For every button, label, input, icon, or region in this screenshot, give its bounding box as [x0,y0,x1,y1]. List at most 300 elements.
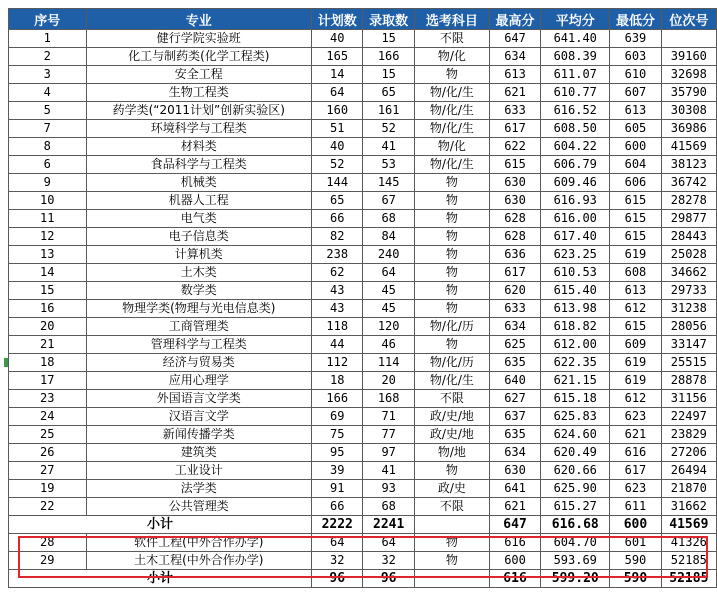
cell-max: 635 [489,426,540,444]
cell-plan: 39 [312,462,363,480]
cell-plan: 64 [312,534,363,552]
cell-rank: 31238 [661,300,716,318]
cell-admit: 68 [363,210,414,228]
cell-plan: 112 [312,354,363,372]
table-row [9,84,717,102]
cell-seq: 23 [9,390,87,408]
cell-major: 经济与贸易类 [86,354,311,372]
subtotal-main [9,516,717,534]
subtotal-label: 小计 [9,516,312,534]
cell-subject: 不限 [414,498,489,516]
cell-min: 613 [610,102,661,120]
cell-subject: 物 [414,300,489,318]
cell-min: 600 [610,138,661,156]
cell-major: 健行学院实验班 [86,30,311,48]
cell-plan: 66 [312,210,363,228]
cell-avg: 615.18 [541,390,610,408]
cell-seq: 8 [9,138,87,156]
cell-admit: 120 [363,318,414,336]
cell-min: 615 [610,228,661,246]
cell-admit: 71 [363,408,414,426]
cell-avg: 615.40 [541,282,610,300]
cell-min: 623 [610,408,661,426]
cell-max: 625 [489,336,540,354]
cell-major: 土木工程(中外合作办学) [86,552,311,570]
cell-major: 食品科学与工程类 [86,156,311,174]
cell-admit: 15 [363,66,414,84]
cell-major: 化工与制药类(化学工程类) [86,48,311,66]
cell-major: 应用心理学 [86,372,311,390]
cell-major: 计算机类 [86,246,311,264]
cell-plan: 144 [312,174,363,192]
table-row [9,48,717,66]
cell-min: 606 [610,174,661,192]
cell-plan: 160 [312,102,363,120]
table-row [9,354,717,372]
table-row [9,498,717,516]
table-row [9,282,717,300]
cell-plan: 166 [312,390,363,408]
cell-major: 建筑类 [86,444,311,462]
cell-max: 636 [489,246,540,264]
cell-min: 609 [610,336,661,354]
table-row [9,120,717,138]
cell-admit: 45 [363,300,414,318]
cell-rank: 35790 [661,84,716,102]
cell-rank: 25515 [661,354,716,372]
cell-rank: 39160 [661,48,716,66]
cell-min: 605 [610,120,661,138]
cell-rank: 52185 [661,552,716,570]
cell-min: 608 [610,264,661,282]
cell-avg: 608.50 [541,120,610,138]
cell-min: 621 [610,426,661,444]
cell-max: 617 [489,120,540,138]
header-row [9,9,717,30]
cell-seq: 27 [9,462,87,480]
cell-max: 613 [489,66,540,84]
cell-seq: 5 [9,102,87,120]
cell-subject: 物/化/生 [414,102,489,120]
cell-plan: 66 [312,498,363,516]
cell-avg: 613.98 [541,300,610,318]
cell-subject: 政/史/地 [414,426,489,444]
cell-max: 640 [489,372,540,390]
admission-table-wrapper [8,8,717,588]
cell-plan: 69 [312,408,363,426]
table-row [9,408,717,426]
cell-avg: 625.83 [541,408,610,426]
cell-subject: 物 [414,228,489,246]
cell-rank: 28443 [661,228,716,246]
cell-plan: 91 [312,480,363,498]
cell-major: 工商管理类 [86,318,311,336]
cell-major: 工业设计 [86,462,311,480]
cell-major: 土木类 [86,264,311,282]
cell-subject: 物/化 [414,48,489,66]
cell-subject: 物/地 [414,444,489,462]
cell-subject: 不限 [414,390,489,408]
table-row [9,30,717,48]
cell-avg: 611.07 [541,66,610,84]
cell-subject: 物/化/生 [414,120,489,138]
cell-major: 外国语言文学类 [86,390,311,408]
cell-major: 机械类 [86,174,311,192]
cell-major: 公共管理类 [86,498,311,516]
cell-rank: 36742 [661,174,716,192]
cell-subject: 物/化/生 [414,84,489,102]
cell-rank: 28878 [661,372,716,390]
subtotal-row [9,516,717,534]
cell-seq: 28 [9,534,87,552]
header-rank: 位次号 [661,9,716,30]
table-body-main [9,30,717,516]
header-seq: 序号 [9,9,87,30]
cell-min: 590 [610,552,661,570]
cell-min: 610 [610,66,661,84]
cell-admit: 46 [363,336,414,354]
cell-min: 619 [610,246,661,264]
cell-max: 634 [489,48,540,66]
cell-min: 619 [610,372,661,390]
row-marker [4,358,8,367]
cell-major: 电气类 [86,210,311,228]
cell-avg: 604.70 [541,534,610,552]
cell-min: 623 [610,480,661,498]
cell-avg: 624.60 [541,426,610,444]
cell-subject: 物 [414,210,489,228]
cell-rank: 41326 [661,534,716,552]
cell-min: 612 [610,390,661,408]
cell-subject: 物 [414,264,489,282]
cell-max: 617 [489,264,540,282]
cell-plan: 52 [312,156,363,174]
cell-admit: 45 [363,282,414,300]
cell-major: 管理科学与工程类 [86,336,311,354]
table-row [9,138,717,156]
cell-admit: 53 [363,156,414,174]
cell-subject: 物 [414,66,489,84]
cell-avg: 616.52 [541,102,610,120]
table-row [9,318,717,336]
subtotal-admit: 2241 [363,516,414,534]
cell-seq: 21 [9,336,87,354]
cell-subject: 物 [414,174,489,192]
cell-subject: 物 [414,462,489,480]
cell-seq: 25 [9,426,87,444]
cell-seq: 15 [9,282,87,300]
subtotal-row [9,570,717,588]
cell-subject: 物 [414,246,489,264]
subtotal-min: 590 [610,570,661,588]
cell-seq: 14 [9,264,87,282]
cell-subject: 不限 [414,30,489,48]
cell-admit: 20 [363,372,414,390]
cell-seq: 26 [9,444,87,462]
cell-plan: 118 [312,318,363,336]
cell-avg: 604.22 [541,138,610,156]
cell-major: 安全工程 [86,66,311,84]
cell-seq: 20 [9,318,87,336]
cell-admit: 15 [363,30,414,48]
table-row [9,228,717,246]
cell-admit: 64 [363,264,414,282]
cell-major: 药学类(“2011计划”创新实验区) [86,102,311,120]
table-row [9,264,717,282]
table-row [9,480,717,498]
cell-plan: 43 [312,282,363,300]
header-subject: 选考科目 [414,9,489,30]
cell-plan: 14 [312,66,363,84]
cell-avg: 616.00 [541,210,610,228]
table-row [9,300,717,318]
cell-rank: 31156 [661,390,716,408]
subtotal-plan: 2222 [312,516,363,534]
cell-subject: 物/化/生 [414,156,489,174]
cell-subject: 物/化/生 [414,372,489,390]
cell-max: 622 [489,138,540,156]
cell-major: 材料类 [86,138,311,156]
cell-rank: 30308 [661,102,716,120]
cell-min: 615 [610,318,661,336]
cell-min: 611 [610,498,661,516]
cell-min: 639 [610,30,661,48]
cell-subject: 物 [414,192,489,210]
table-row [9,210,717,228]
subtotal-avg: 599.20 [541,570,610,588]
subtotal-plan: 96 [312,570,363,588]
cell-rank: 25028 [661,246,716,264]
cell-major: 法学类 [86,480,311,498]
cell-max: 630 [489,174,540,192]
cell-seq: 9 [9,174,87,192]
table-row [9,552,717,570]
cell-avg: 608.39 [541,48,610,66]
cell-seq: 10 [9,192,87,210]
cell-rank: 38123 [661,156,716,174]
subtotal-min: 600 [610,516,661,534]
cell-max: 615 [489,156,540,174]
subtotal-label: 小计 [9,570,312,588]
cell-max: 647 [489,30,540,48]
cell-plan: 18 [312,372,363,390]
cell-admit: 52 [363,120,414,138]
cell-subject: 物 [414,552,489,570]
cell-min: 613 [610,282,661,300]
cell-rank: 41569 [661,138,716,156]
header-admit: 录取数 [363,9,414,30]
cell-subject: 物 [414,534,489,552]
cell-subject: 物 [414,336,489,354]
cell-avg: 620.66 [541,462,610,480]
cell-max: 633 [489,102,540,120]
cell-rank: 32698 [661,66,716,84]
cell-max: 620 [489,282,540,300]
cell-admit: 166 [363,48,414,66]
table-row [9,534,717,552]
cell-avg: 612.00 [541,336,610,354]
cell-min: 607 [610,84,661,102]
cell-major: 物理学类(物理与光电信息类) [86,300,311,318]
header-max: 最高分 [489,9,540,30]
cell-min: 601 [610,534,661,552]
cell-rank [661,30,716,48]
subtotal-avg: 616.68 [541,516,610,534]
cell-seq: 11 [9,210,87,228]
cell-admit: 168 [363,390,414,408]
cell-major: 数学类 [86,282,311,300]
cell-seq: 2 [9,48,87,66]
cell-max: 616 [489,534,540,552]
cell-subject: 物/化/历 [414,318,489,336]
cell-avg: 615.27 [541,498,610,516]
cell-max: 634 [489,318,540,336]
cell-rank: 27206 [661,444,716,462]
cell-avg: 616.93 [541,192,610,210]
subtotal-rank: 41569 [661,516,716,534]
cell-avg: 621.15 [541,372,610,390]
cell-seq: 22 [9,498,87,516]
cell-seq: 13 [9,246,87,264]
cell-admit: 77 [363,426,414,444]
cell-admit: 41 [363,138,414,156]
cell-seq: 19 [9,480,87,498]
cell-plan: 43 [312,300,363,318]
cell-max: 641 [489,480,540,498]
cell-major: 电子信息类 [86,228,311,246]
cell-plan: 32 [312,552,363,570]
subtotal-subject [414,570,489,588]
cell-plan: 40 [312,138,363,156]
cell-avg: 606.79 [541,156,610,174]
cell-admit: 32 [363,552,414,570]
cell-max: 628 [489,228,540,246]
cell-avg: 618.82 [541,318,610,336]
table-row [9,444,717,462]
cell-admit: 41 [363,462,414,480]
cell-rank: 28056 [661,318,716,336]
cell-seq: 6 [9,156,87,174]
cell-rank: 36986 [661,120,716,138]
table-row [9,66,717,84]
cell-min: 615 [610,210,661,228]
table-body-joint [9,534,717,570]
header-avg: 平均分 [541,9,610,30]
cell-plan: 238 [312,246,363,264]
cell-max: 630 [489,192,540,210]
table-row [9,156,717,174]
cell-admit: 84 [363,228,414,246]
table-row [9,462,717,480]
cell-avg: 623.25 [541,246,610,264]
cell-subject: 物 [414,282,489,300]
subtotal-subject [414,516,489,534]
table-row [9,192,717,210]
cell-admit: 68 [363,498,414,516]
table-row [9,336,717,354]
cell-max: 633 [489,300,540,318]
table-row [9,246,717,264]
cell-seq: 16 [9,300,87,318]
cell-rank: 28278 [661,192,716,210]
cell-major: 汉语言文学 [86,408,311,426]
cell-major: 机器人工程 [86,192,311,210]
cell-plan: 95 [312,444,363,462]
cell-min: 616 [610,444,661,462]
cell-rank: 29877 [661,210,716,228]
table-row [9,372,717,390]
cell-admit: 240 [363,246,414,264]
cell-avg: 625.90 [541,480,610,498]
cell-rank: 29733 [661,282,716,300]
table-row [9,426,717,444]
cell-min: 612 [610,300,661,318]
cell-plan: 40 [312,30,363,48]
subtotal-max: 616 [489,570,540,588]
cell-rank: 23829 [661,426,716,444]
cell-admit: 161 [363,102,414,120]
cell-avg: 609.46 [541,174,610,192]
cell-max: 635 [489,354,540,372]
cell-admit: 145 [363,174,414,192]
subtotal-max: 647 [489,516,540,534]
cell-rank: 31662 [661,498,716,516]
cell-seq: 18 [9,354,87,372]
cell-plan: 65 [312,192,363,210]
cell-max: 621 [489,84,540,102]
cell-avg: 593.69 [541,552,610,570]
admission-table [8,8,717,588]
cell-avg: 617.40 [541,228,610,246]
cell-major: 生物工程类 [86,84,311,102]
cell-max: 627 [489,390,540,408]
cell-subject: 政/史 [414,480,489,498]
cell-max: 628 [489,210,540,228]
cell-max: 630 [489,462,540,480]
cell-major: 环境科学与工程类 [86,120,311,138]
cell-avg: 610.77 [541,84,610,102]
cell-admit: 114 [363,354,414,372]
cell-plan: 44 [312,336,363,354]
cell-min: 617 [610,462,661,480]
header-major: 专业 [86,9,311,30]
cell-rank: 21870 [661,480,716,498]
cell-plan: 62 [312,264,363,282]
cell-avg: 622.35 [541,354,610,372]
cell-admit: 93 [363,480,414,498]
cell-admit: 97 [363,444,414,462]
cell-subject: 物/化 [414,138,489,156]
cell-plan: 51 [312,120,363,138]
cell-plan: 82 [312,228,363,246]
cell-min: 615 [610,192,661,210]
cell-subject: 政/史/地 [414,408,489,426]
cell-subject: 物/化/历 [414,354,489,372]
cell-plan: 75 [312,426,363,444]
cell-min: 603 [610,48,661,66]
subtotal-admit: 96 [363,570,414,588]
header-plan: 计划数 [312,9,363,30]
cell-plan: 165 [312,48,363,66]
cell-seq: 7 [9,120,87,138]
cell-plan: 64 [312,84,363,102]
cell-avg: 641.40 [541,30,610,48]
cell-admit: 64 [363,534,414,552]
cell-admit: 67 [363,192,414,210]
cell-admit: 65 [363,84,414,102]
subtotal-rank: 52185 [661,570,716,588]
cell-seq: 24 [9,408,87,426]
